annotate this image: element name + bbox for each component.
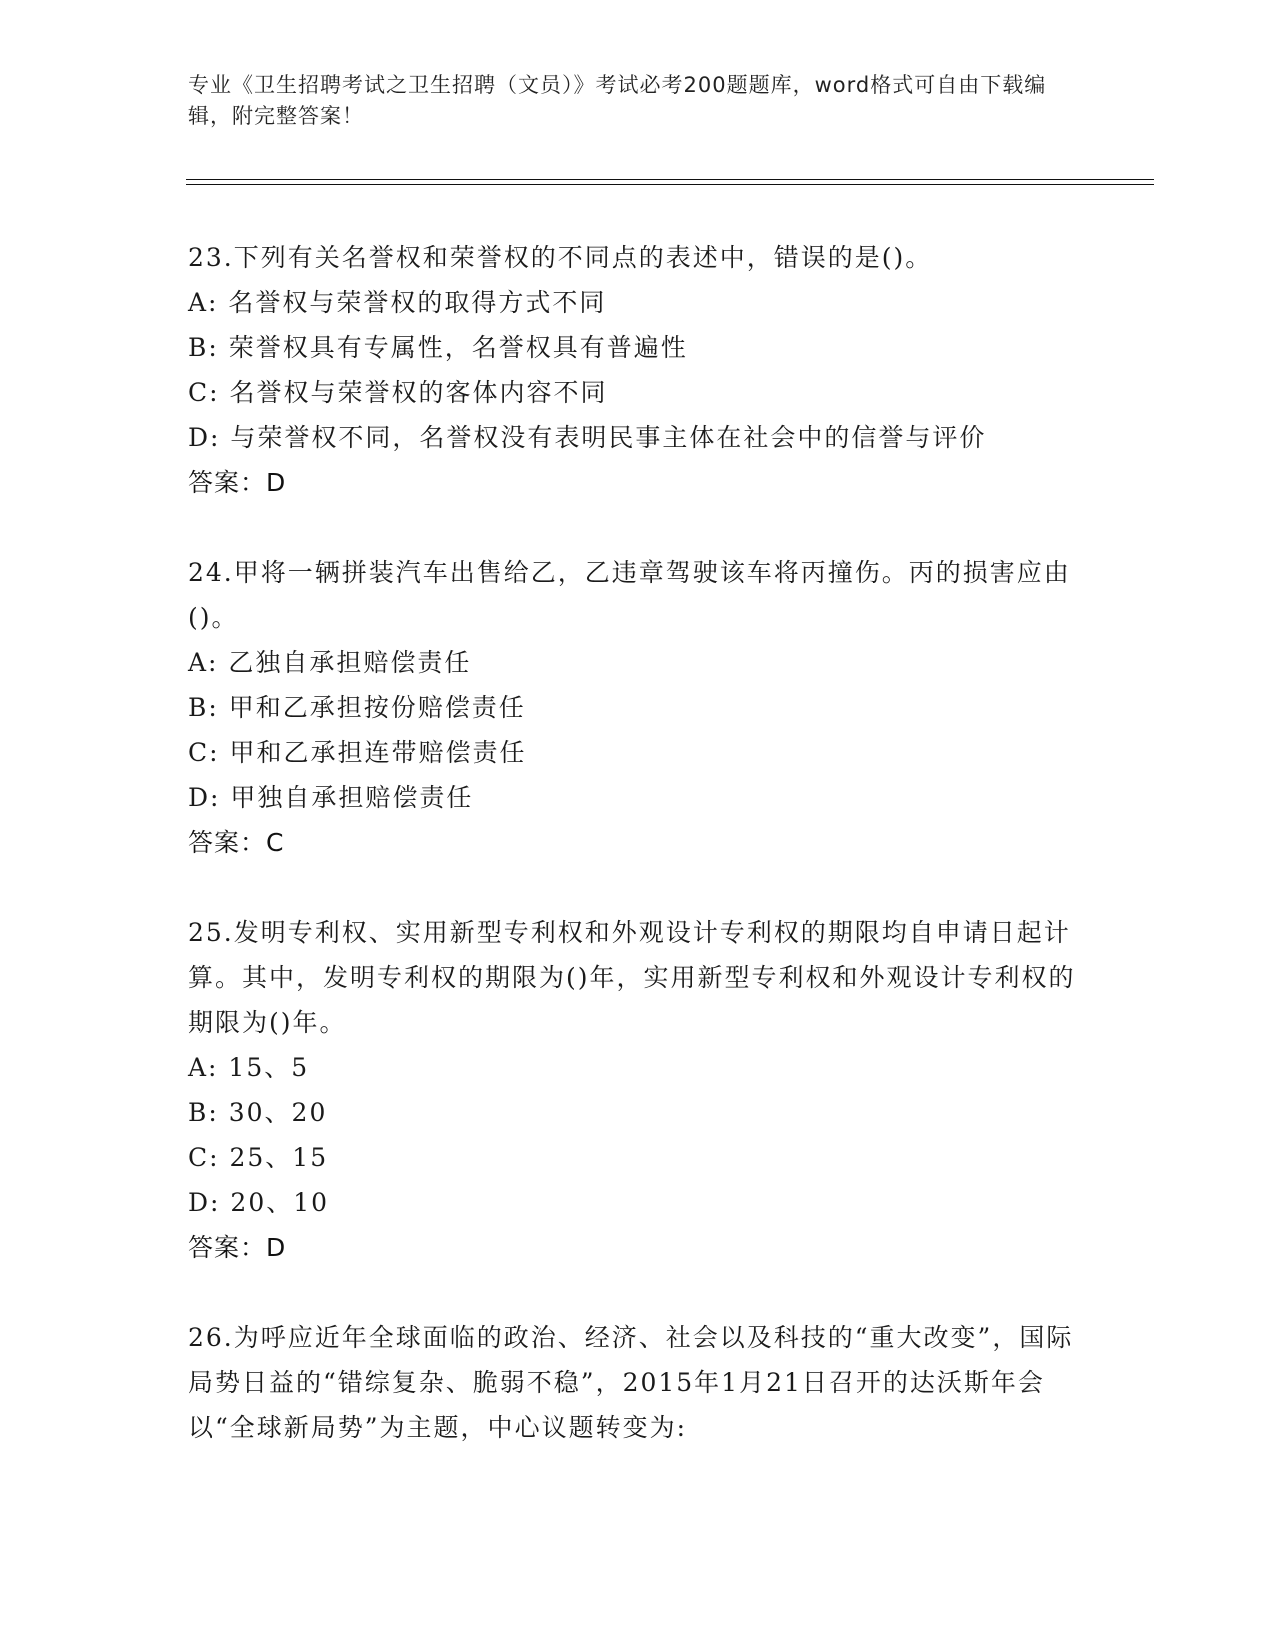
option-a: A: 15、5 (188, 1053, 310, 1082)
answer: 答案：C (188, 828, 285, 857)
option-b: B: 荣誉权具有专属性，名誉权具有普遍性 (188, 333, 688, 362)
option-c: C: 甲和乙承担连带赔偿责任 (188, 738, 527, 767)
question-list (188, 235, 1088, 1495)
option-c: C: 名誉权与荣誉权的客体内容不同 (188, 378, 608, 407)
option-a: A: 乙独自承担赔偿责任 (188, 648, 472, 677)
option-c: C: 25、15 (188, 1143, 329, 1172)
question-text: 25.发明专利权、实用新型专利权和外观设计专利权的期限均自申请日起计算。其中，发明专利权的期限为()年，实用新型专利权和外观设计专利权的期限为()年。 (188, 918, 1076, 1037)
header-divider-top (186, 179, 1154, 180)
question-23 (188, 235, 1088, 505)
question-text: 24.甲将一辆拼装汽车出售给乙，乙违章驾驶该车将丙撞伤。丙的损害应由()。 (188, 558, 1071, 632)
option-d: D: 20、10 (188, 1188, 330, 1217)
option-a: A: 名誉权与荣誉权的取得方式不同 (188, 288, 607, 317)
document-header: 专业《卫生招聘考试之卫生招聘（文员）》考试必考200题题库，word格式可自由下载编辑，附完整答案！ (188, 73, 1047, 128)
question-text: 26.为呼应近年全球面临的政治、经济、社会以及科技的“重大改变”，国际局势日益的“错综复杂、脆弱不稳”，2015年1月21日召开的达沃斯年会以“全球新局势”为主题，中心议题转变为: (188, 1323, 1074, 1442)
question-26 (188, 1315, 1088, 1450)
answer: 答案：D (188, 468, 287, 497)
header-divider-bottom (186, 184, 1154, 185)
question-25 (188, 910, 1088, 1270)
option-d: D: 与荣誉权不同，名誉权没有表明民事主体在社会中的信誉与评价 (188, 423, 987, 452)
option-b: B: 30、20 (188, 1098, 328, 1127)
answer: 答案：D (188, 1233, 287, 1262)
question-text: 23.下列有关名誉权和荣誉权的不同点的表述中，错误的是()。 (188, 243, 933, 272)
option-b: B: 甲和乙承担按份赔偿责任 (188, 693, 526, 722)
question-24 (188, 550, 1088, 865)
option-d: D: 甲独自承担赔偿责任 (188, 783, 474, 812)
